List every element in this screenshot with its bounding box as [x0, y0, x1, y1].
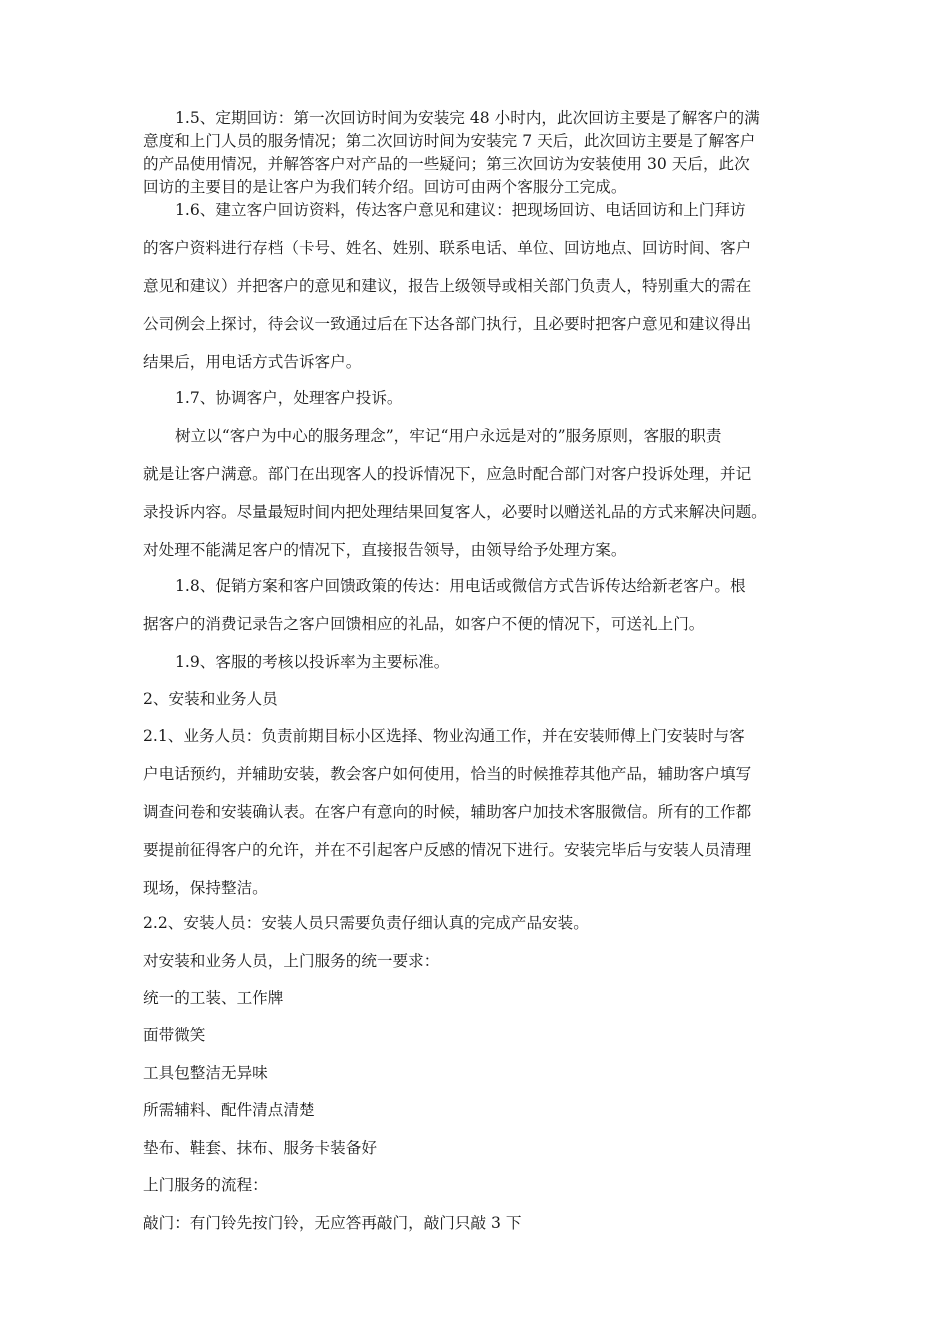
text-line: 2.1、业务人员：负责前期目标小区选择、物业沟通工作，并在安装师傅上门安装时与客 [143, 727, 745, 745]
paragraph-principle [143, 417, 813, 569]
text-line: 意度和上门人员的服务情况；第二次回访时间为安装完 7 天后，此次回访主要是了解客户 [143, 132, 756, 150]
text-line: 对安装和业务人员，上门服务的统一要求： [143, 952, 440, 970]
text-line: 意见和建议）并把客户的意见和建议，报告上级领导或相关部门负责人，特别重大的需在 [143, 277, 752, 295]
text-line: 回访的主要目的是让客户为我们转介绍。回访可由两个客服分工完成。 [143, 178, 627, 196]
text-line: 面带微笑 [143, 1026, 206, 1044]
paragraph-2-1 [143, 717, 813, 907]
text-line: 工具包整洁无异味 [143, 1064, 268, 1082]
text-line: 2、安装和业务人员 [143, 690, 278, 708]
text-line: 户电话预约，并辅助安装，教会客户如何使用，恰当的时候推荐其他产品，辅助客户填写 [143, 765, 752, 783]
paragraph-1-8 [143, 567, 813, 643]
text-line: 1.9、客服的考核以投诉率为主要标准。 [175, 653, 450, 671]
text-line: 2.2、安装人员：安装人员只需要负责仔细认真的完成产品安装。 [143, 914, 589, 932]
list-item [143, 979, 813, 1017]
paragraph-knock [143, 1204, 813, 1242]
paragraph-2-2 [143, 904, 813, 942]
text-line: 1.6、建立客户回访资料，传达客户意见和建议：把现场回访、电话回访和上门拜访 [175, 201, 746, 219]
text-line: 树立以“客户为中心的服务理念”，牢记“用户永远是对的”服务原则，客服的职责 [175, 427, 722, 445]
text-line: 1.8、促销方案和客户回馈政策的传达：用电话或微信方式告诉传达给新老客户。根 [175, 577, 746, 595]
text-line: 所需辅料、配件清点清楚 [143, 1101, 315, 1119]
paragraph-1-5 [143, 107, 813, 199]
list-item [143, 1091, 813, 1129]
text-line: 敲门：有门铃先按门铃，无应答再敲门，敲门只敲 3 下 [143, 1214, 522, 1232]
paragraph-1-7 [143, 379, 813, 417]
text-line: 1.7、协调客户，处理客户投诉。 [175, 389, 403, 407]
list-item [143, 1016, 813, 1054]
paragraph-1-6 [143, 191, 813, 381]
text-line: 据客户的消费记录告之客户回馈相应的礼品，如客户不便的情况下，可送礼上门。 [143, 615, 705, 633]
section-heading-2 [143, 680, 813, 718]
text-line: 调查问卷和安装确认表。在客户有意向的时候，辅助客户加技术客服微信。所有的工作都 [143, 803, 752, 821]
text-line: 统一的工装、工作牌 [143, 989, 284, 1007]
text-line: 垫布、鞋套、抹布、服务卡装备好 [143, 1139, 377, 1157]
list-item [143, 1129, 813, 1167]
text-line: 1.5、定期回访：第一次回访时间为安装完 48 小时内，此次回访主要是了解客户的满 [175, 109, 760, 127]
text-line: 要提前征得客户的允许，并在不引起客户反感的情况下进行。安装完毕后与安装人员清理 [143, 841, 752, 859]
text-line: 就是让客户满意。部门在出现客人的投诉情况下，应急时配合部门对客户投诉处理，并记 [143, 465, 752, 483]
text-line: 录投诉内容。尽量最短时间内把处理结果回复客人，必要时以赠送礼品的方式来解决问题。 [143, 503, 767, 521]
text-line: 上门服务的流程： [143, 1176, 268, 1194]
text-line: 结果后，用电话方式告诉客户。 [143, 353, 362, 371]
paragraph-1-9 [143, 643, 813, 681]
paragraph-process-intro [143, 1166, 813, 1204]
list-item [143, 1054, 813, 1092]
text-line: 对处理不能满足客户的情况下，直接报告领导，由领导给予处理方案。 [143, 541, 627, 559]
text-line: 的产品使用情况，并解答客户对产品的一些疑问；第三次回访为安装使用 30 天后，此次 [143, 155, 750, 173]
text-line: 现场，保持整洁。 [143, 879, 268, 897]
paragraph-requirements-intro [143, 942, 813, 980]
text-line: 公司例会上探讨，待会议一致通过后在下达各部门执行，且必要时把客户意见和建议得出 [143, 315, 752, 333]
text-line: 的客户资料进行存档（卡号、姓名、姓别、联系电话、单位、回访地点、回访时间、客户 [143, 239, 752, 257]
